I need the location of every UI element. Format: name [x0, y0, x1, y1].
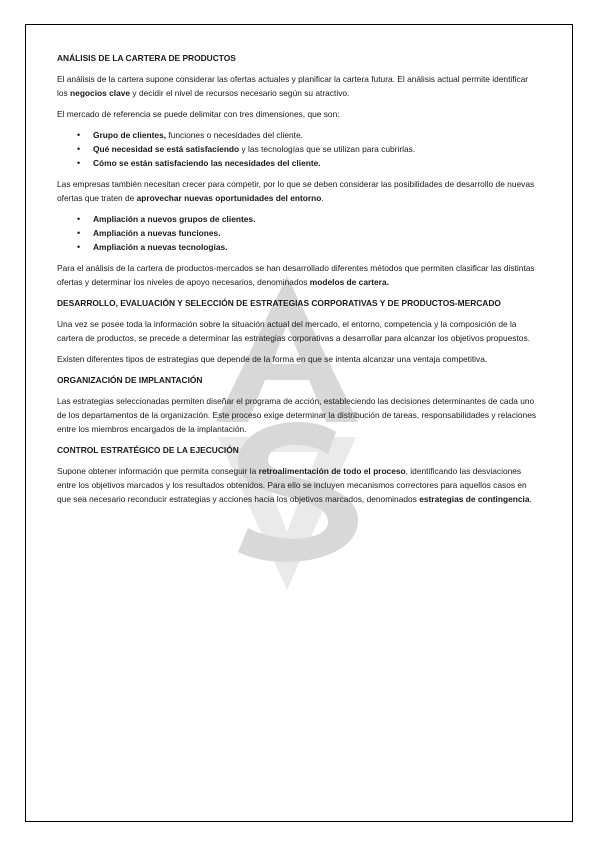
document-body [57, 51, 541, 506]
paragraph: Una vez se posee toda la información sobre la situación actual del mercado, el entorno, competencia y la composición de la cartera de productos, se precede a determinar las estrategias corporativas a desarrollar para alcanzar los objetivos propuestos. [57, 319, 530, 343]
list-item [93, 240, 541, 254]
list-item [93, 128, 541, 142]
paragraph: El mercado de referencia se puede delimitar con tres dimensiones, que son: [57, 109, 340, 119]
text: Supone obtener información que permita conseguir la [57, 466, 259, 476]
text: El análisis de la cartera supone considerar las ofertas actuales y planificar la cartera futura. El análisis actual permite identificar los [57, 74, 529, 98]
text: Las empresas también necesitan crecer para competir, por lo que se deben considerar las posibilidades de desarrollo de nuevas ofertas que traten de [57, 179, 535, 203]
paragraph: Existen diferentes tipos de estrategias que depende de la forma en que se intenta alcanzar una ventaja competitiva. [57, 354, 488, 364]
text: funciones o necesidades del cliente. [166, 130, 303, 140]
bold-text: Qué necesidad se está satisfaciendo [93, 144, 240, 154]
bold-text: Ampliación a nuevas funciones. [93, 228, 221, 238]
paragraph [57, 464, 541, 506]
bold-text: estrategias de contingencia [419, 494, 530, 504]
bold-text: modelos de cartera. [309, 277, 389, 287]
bold-text: Ampliación a nuevos grupos de clientes. [93, 214, 256, 224]
paragraph [57, 72, 541, 100]
bold-text: retroalimentación de todo el proceso [258, 466, 406, 476]
list-item [93, 226, 541, 240]
list-item [93, 212, 541, 226]
paragraph [57, 177, 541, 205]
section-heading-analisis: ANÁLISIS DE LA CARTERA DE PRODUCTOS [57, 53, 236, 63]
section-heading-control: CONTROL ESTRATÉGICO DE LA EJECUCIÓN [57, 445, 239, 455]
list-item [93, 142, 541, 156]
paragraph [57, 261, 541, 289]
section-heading-organizacion: ORGANIZACIÓN DE IMPLANTACIÓN [57, 375, 203, 385]
text: y decidir el nivel de recursos necesario según su atractivo. [130, 88, 350, 98]
text: . [529, 494, 532, 504]
section-heading-desarrollo: DESARROLLO, EVALUACIÓN Y SELECCIÓN DE ESTRATEGIAS CORPORATIVAS Y DE PRODUCTOS-MERCADO [57, 298, 501, 308]
bold-text: Grupo de clientes, [93, 130, 167, 140]
text: , identificando las desviaciones entre los objetivos marcados y los resultados obtenidos. Para ello se incluyen mecanismos correctores para aquellos casos en que sea necesario reconducir estrategias y acciones hacia los objetivos marcados, denominados [57, 466, 527, 504]
bold-text: aprovechar nuevas oportunidades del entorno [136, 193, 322, 203]
bold-text: Ampliación a nuevas tecnologías. [93, 242, 228, 252]
bullet-list [57, 128, 541, 170]
text: Para el análisis de la cartera de productos-mercados se han desarrollado diferentes métodos que permiten clasificar las distintas ofertas y determinar los niveles de apoyo necesarios, denominados [57, 263, 535, 287]
text: . [321, 193, 324, 203]
text: y las tecnologías que se utilizan para cubrirlas. [239, 144, 416, 154]
bold-text: Cómo se están satisfaciendo las necesidades del cliente. [93, 158, 321, 168]
bullet-list [57, 212, 541, 254]
paragraph: Las estrategias seleccionadas permiten diseñar el programa de acción, estableciendo las decisiones determinantes de cada uno de los departamentos de la organización. Este proceso exige determinar la distribución de tareas, responsabilidades y relaciones entre los miembros encargados de la implantación. [57, 396, 537, 434]
bold-text: negocios clave [70, 88, 131, 98]
list-item [93, 156, 541, 170]
